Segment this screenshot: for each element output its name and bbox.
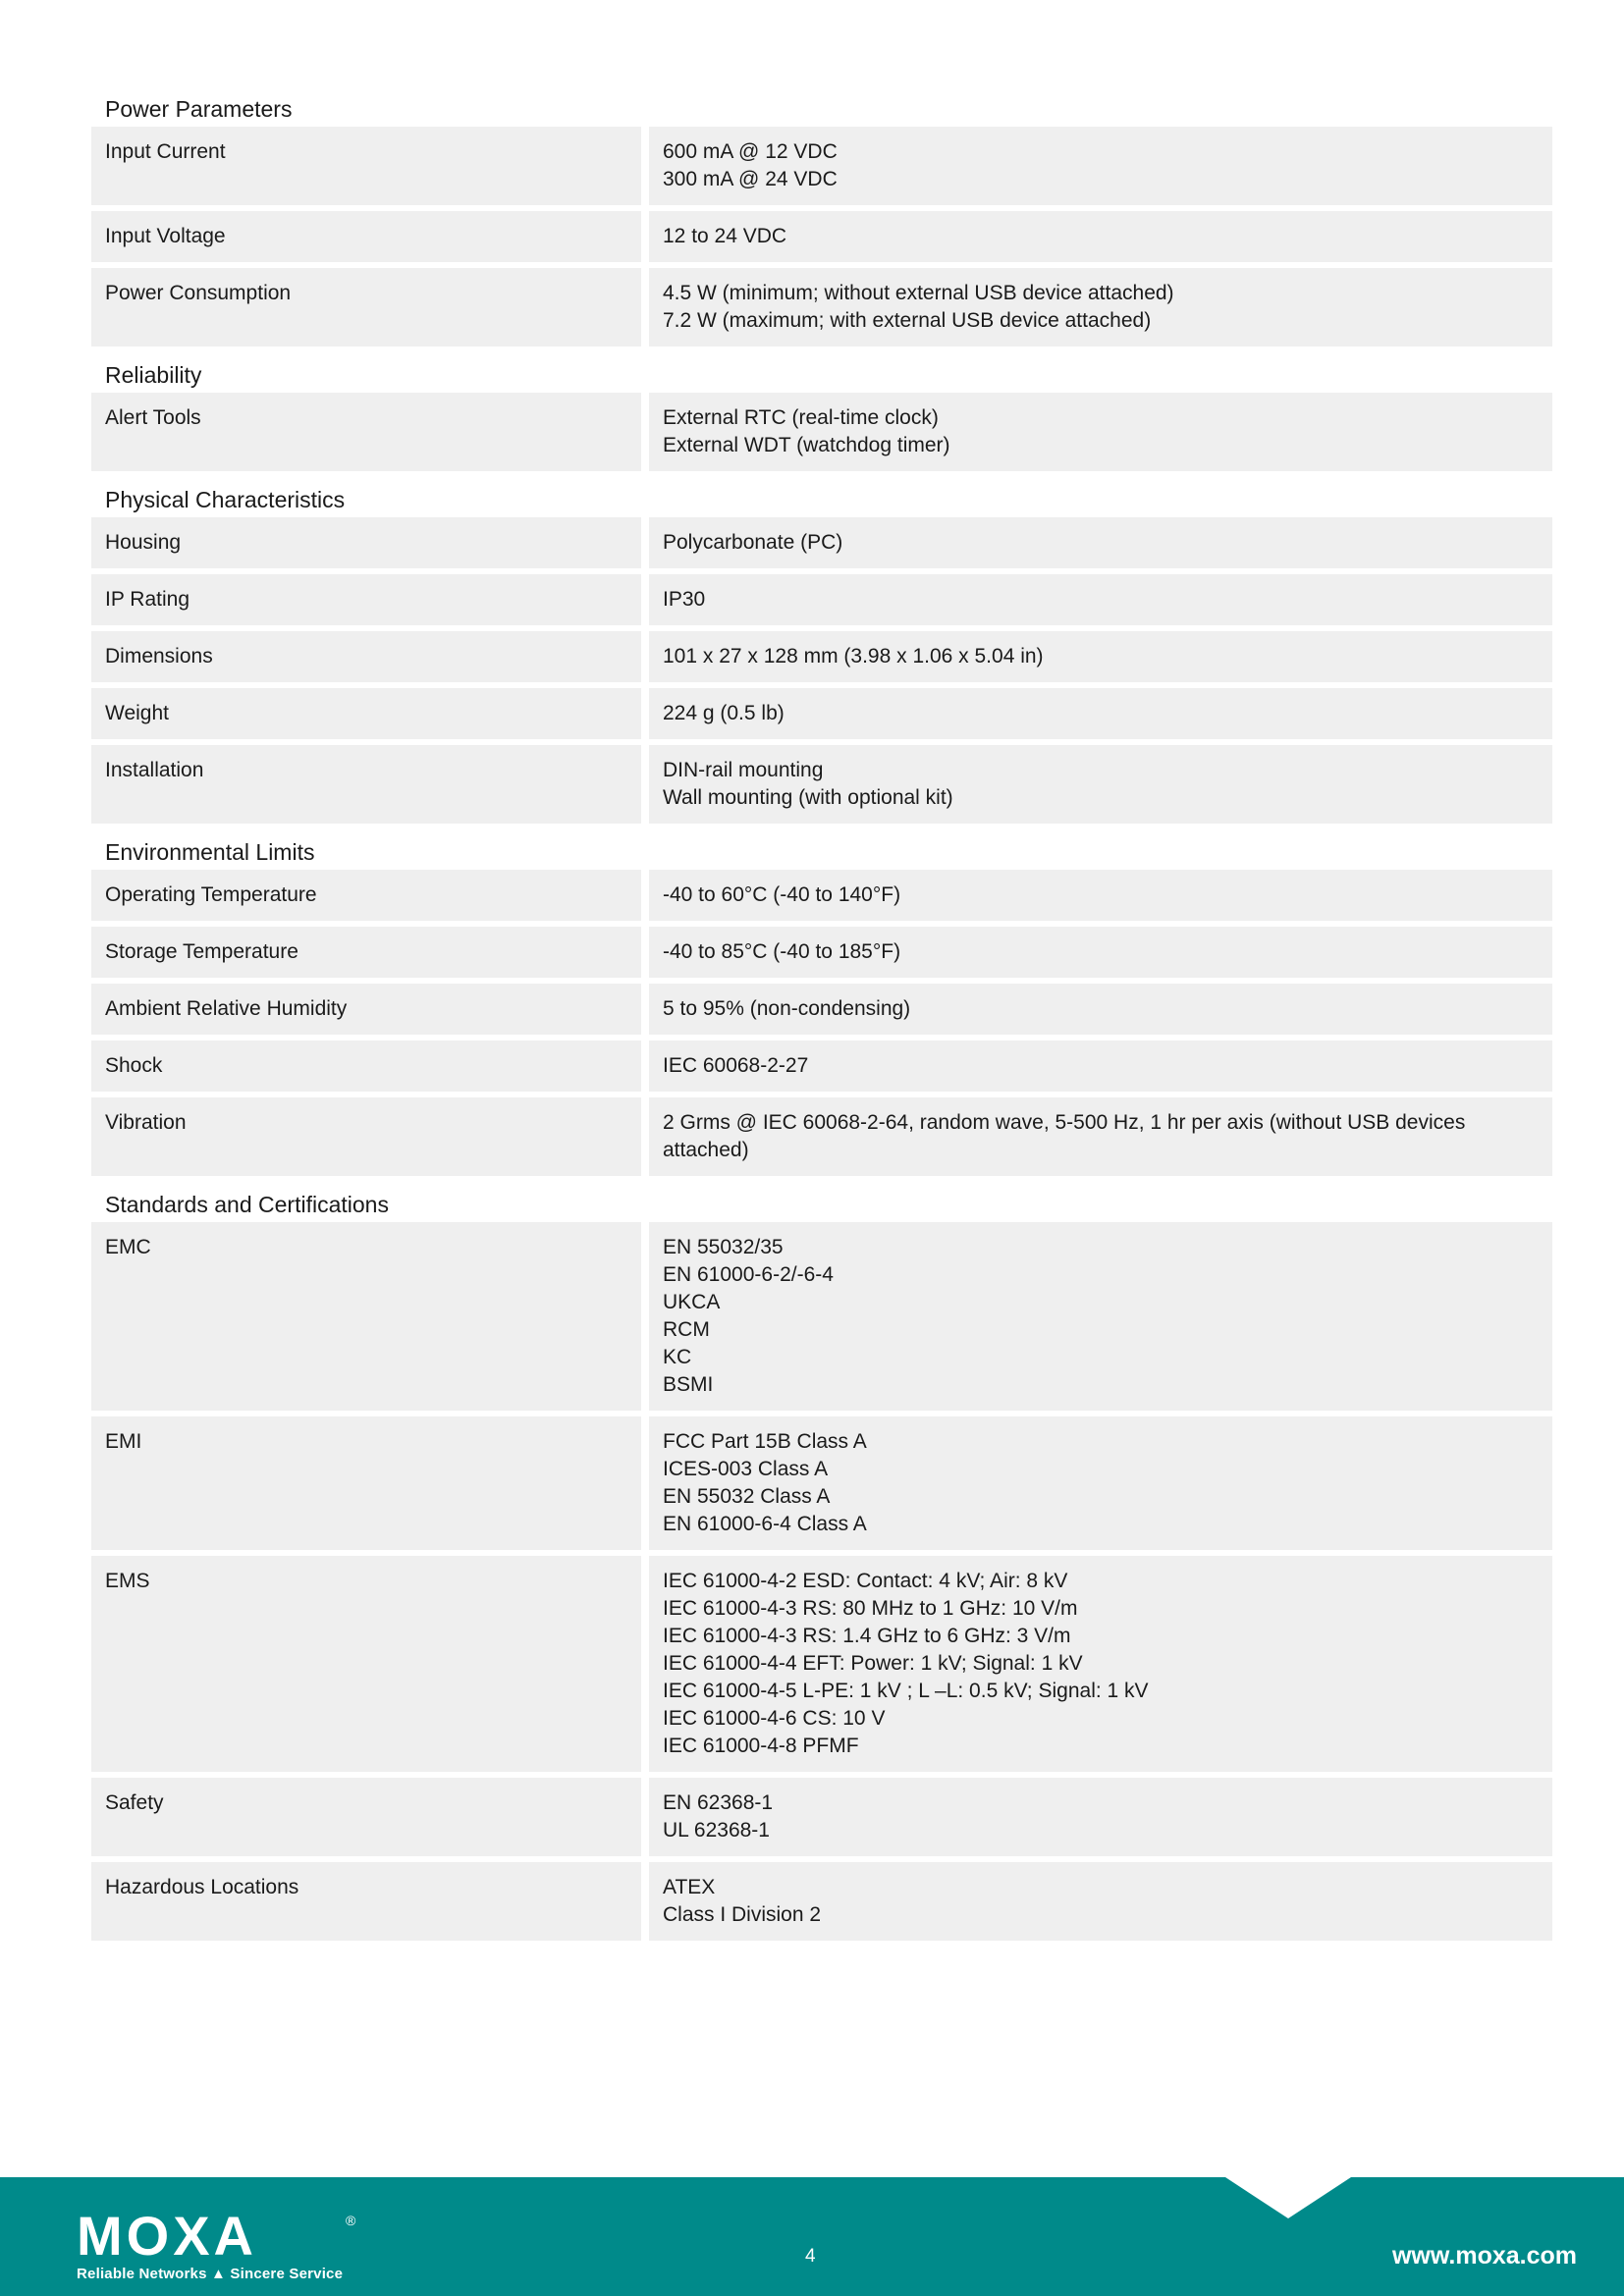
spec-value-line: EN 62368-1 (663, 1791, 774, 1814)
spec-row (91, 688, 1552, 739)
spec-label: Housing (91, 517, 641, 568)
spec-value-line: 2 Grms @ IEC 60068-2-64, random wave, 5-500 Hz, 1 hr per axis (without USB devices (663, 1111, 1466, 1134)
spec-value-line: UKCA (663, 1291, 721, 1313)
spec-value-line: DIN-rail mounting (663, 759, 824, 781)
spec-label: Ambient Relative Humidity (91, 984, 641, 1035)
logo-wordmark: MOXA (77, 2205, 257, 2267)
moxa-logo[interactable] (77, 2205, 356, 2282)
spec-value-line: IEC 61000-4-5 L-PE: 1 kV ; L –L: 0.5 kV; Signal: 1 kV (663, 1680, 1149, 1702)
spec-value-line: RCM (663, 1318, 710, 1341)
spec-value (649, 1416, 1552, 1550)
spec-value-line: -40 to 85°C (-40 to 185°F) (663, 940, 901, 963)
section-title: Physical Characteristics (105, 487, 346, 512)
spec-value-line: attached) (663, 1139, 749, 1161)
spec-value-line: IP30 (663, 588, 706, 611)
spec-section (91, 1186, 1552, 1941)
spec-row (91, 574, 1552, 625)
spec-value (649, 1041, 1552, 1092)
spec-label: Alert Tools (91, 393, 641, 471)
spec-label: Hazardous Locations (91, 1862, 641, 1941)
spec-row (91, 1862, 1552, 1941)
spec-section (91, 833, 1552, 1176)
spec-label: IP Rating (91, 574, 641, 625)
spec-value-line: Wall mounting (with optional kit) (663, 786, 953, 809)
spec-row (91, 1556, 1552, 1772)
spec-row (91, 268, 1552, 347)
spec-row (91, 870, 1552, 921)
spec-row (91, 745, 1552, 824)
spec-value (649, 688, 1552, 739)
spec-row (91, 393, 1552, 471)
spec-label: EMS (91, 1556, 641, 1772)
spec-row (91, 927, 1552, 978)
spec-value-line: 12 to 24 VDC (663, 225, 787, 247)
spec-value-line: EN 61000-6-2/-6-4 (663, 1263, 834, 1286)
spec-value (649, 745, 1552, 824)
spec-value-line: Polycarbonate (PC) (663, 531, 843, 554)
spec-value (649, 984, 1552, 1035)
page-footer (0, 2177, 1624, 2296)
section-title: Reliability (105, 362, 202, 388)
section-title: Power Parameters (105, 96, 293, 122)
spec-value-line: -40 to 60°C (-40 to 140°F) (663, 883, 901, 906)
spec-value-line: 5 to 95% (non-condensing) (663, 997, 911, 1020)
spec-value-line: EN 55032 Class A (663, 1485, 831, 1508)
spec-label: Power Consumption (91, 268, 641, 347)
spec-value-line: IEC 61000-4-3 RS: 1.4 GHz to 6 GHz: 3 V/m (663, 1625, 1071, 1647)
footer-notch (1225, 2177, 1351, 2218)
spec-value-line: External WDT (watchdog timer) (663, 434, 950, 456)
spec-value-line: ATEX (663, 1876, 716, 1898)
spec-row (91, 1778, 1552, 1856)
spec-value-line: IEC 61000-4-4 EFT: Power: 1 kV; Signal: 1 kV (663, 1652, 1083, 1675)
spec-value (649, 1222, 1552, 1411)
section-title: Standards and Certifications (105, 1192, 389, 1217)
spec-label: Safety (91, 1778, 641, 1856)
spec-value-line: BSMI (663, 1373, 714, 1396)
section-title: Environmental Limits (105, 839, 315, 865)
spec-value-line: IEC 61000-4-2 ESD: Contact: 4 kV; Air: 8 kV (663, 1570, 1068, 1592)
spec-value-line: EN 55032/35 (663, 1236, 784, 1258)
spec-value (649, 517, 1552, 568)
spec-value-line: Class I Division 2 (663, 1903, 822, 1926)
registered-mark: ® (346, 2213, 356, 2228)
spec-value-line: IEC 61000-4-6 CS: 10 V (663, 1707, 886, 1730)
spec-row (91, 127, 1552, 205)
spec-label: Installation (91, 745, 641, 824)
spec-label: EMC (91, 1222, 641, 1411)
spec-value (649, 870, 1552, 921)
spec-value-line: 7.2 W (maximum; with external USB device attached) (663, 309, 1152, 332)
spec-label: Shock (91, 1041, 641, 1092)
spec-section (91, 90, 1552, 347)
spec-row (91, 517, 1552, 568)
spec-value-line: 224 g (0.5 lb) (663, 702, 785, 724)
spec-label: Storage Temperature (91, 927, 641, 978)
spec-value (649, 393, 1552, 471)
spec-section (91, 481, 1552, 824)
spec-value (649, 1097, 1552, 1176)
spec-row (91, 1416, 1552, 1550)
spec-value (649, 211, 1552, 262)
spec-value (649, 1556, 1552, 1772)
spec-row (91, 984, 1552, 1035)
spec-label: Operating Temperature (91, 870, 641, 921)
spec-value (649, 268, 1552, 347)
spec-value (649, 1778, 1552, 1856)
spec-label: Input Current (91, 127, 641, 205)
spec-row (91, 1097, 1552, 1176)
page-number: 4 (805, 2246, 816, 2267)
spec-label: Weight (91, 688, 641, 739)
spec-value (649, 127, 1552, 205)
spec-value-line: ICES-003 Class A (663, 1458, 829, 1480)
spec-label: Input Voltage (91, 211, 641, 262)
spec-value (649, 574, 1552, 625)
spec-value-line: UL 62368-1 (663, 1819, 770, 1842)
logo-tagline: Reliable Networks ▲ Sincere Service (77, 2266, 344, 2282)
spec-value-line: 600 mA @ 12 VDC (663, 140, 838, 163)
spec-section (91, 356, 1552, 471)
spec-row (91, 1222, 1552, 1411)
spec-value-line: KC (663, 1346, 692, 1368)
spec-value-line: External RTC (real-time clock) (663, 406, 939, 429)
spec-value-line: IEC 60068-2-27 (663, 1054, 809, 1077)
spec-value (649, 631, 1552, 682)
spec-value-line: EN 61000-6-4 Class A (663, 1513, 867, 1535)
spec-label: Dimensions (91, 631, 641, 682)
spec-row (91, 1041, 1552, 1092)
spec-document (91, 90, 1552, 1950)
spec-value-line: 300 mA @ 24 VDC (663, 168, 838, 190)
spec-value-line: 4.5 W (minimum; without external USB device attached) (663, 282, 1174, 304)
spec-value (649, 1862, 1552, 1941)
spec-row (91, 211, 1552, 262)
spec-value-line: 101 x 27 x 128 mm (3.98 x 1.06 x 5.04 in) (663, 645, 1044, 667)
spec-value (649, 927, 1552, 978)
spec-value-line: FCC Part 15B Class A (663, 1430, 867, 1453)
spec-value-line: IEC 61000-4-3 RS: 80 MHz to 1 GHz: 10 V/m (663, 1597, 1078, 1620)
spec-value-line: IEC 61000-4-8 PFMF (663, 1735, 859, 1757)
spec-row (91, 631, 1552, 682)
spec-label: Vibration (91, 1097, 641, 1176)
website-link[interactable]: www.moxa.com (1391, 2242, 1577, 2269)
spec-label: EMI (91, 1416, 641, 1550)
